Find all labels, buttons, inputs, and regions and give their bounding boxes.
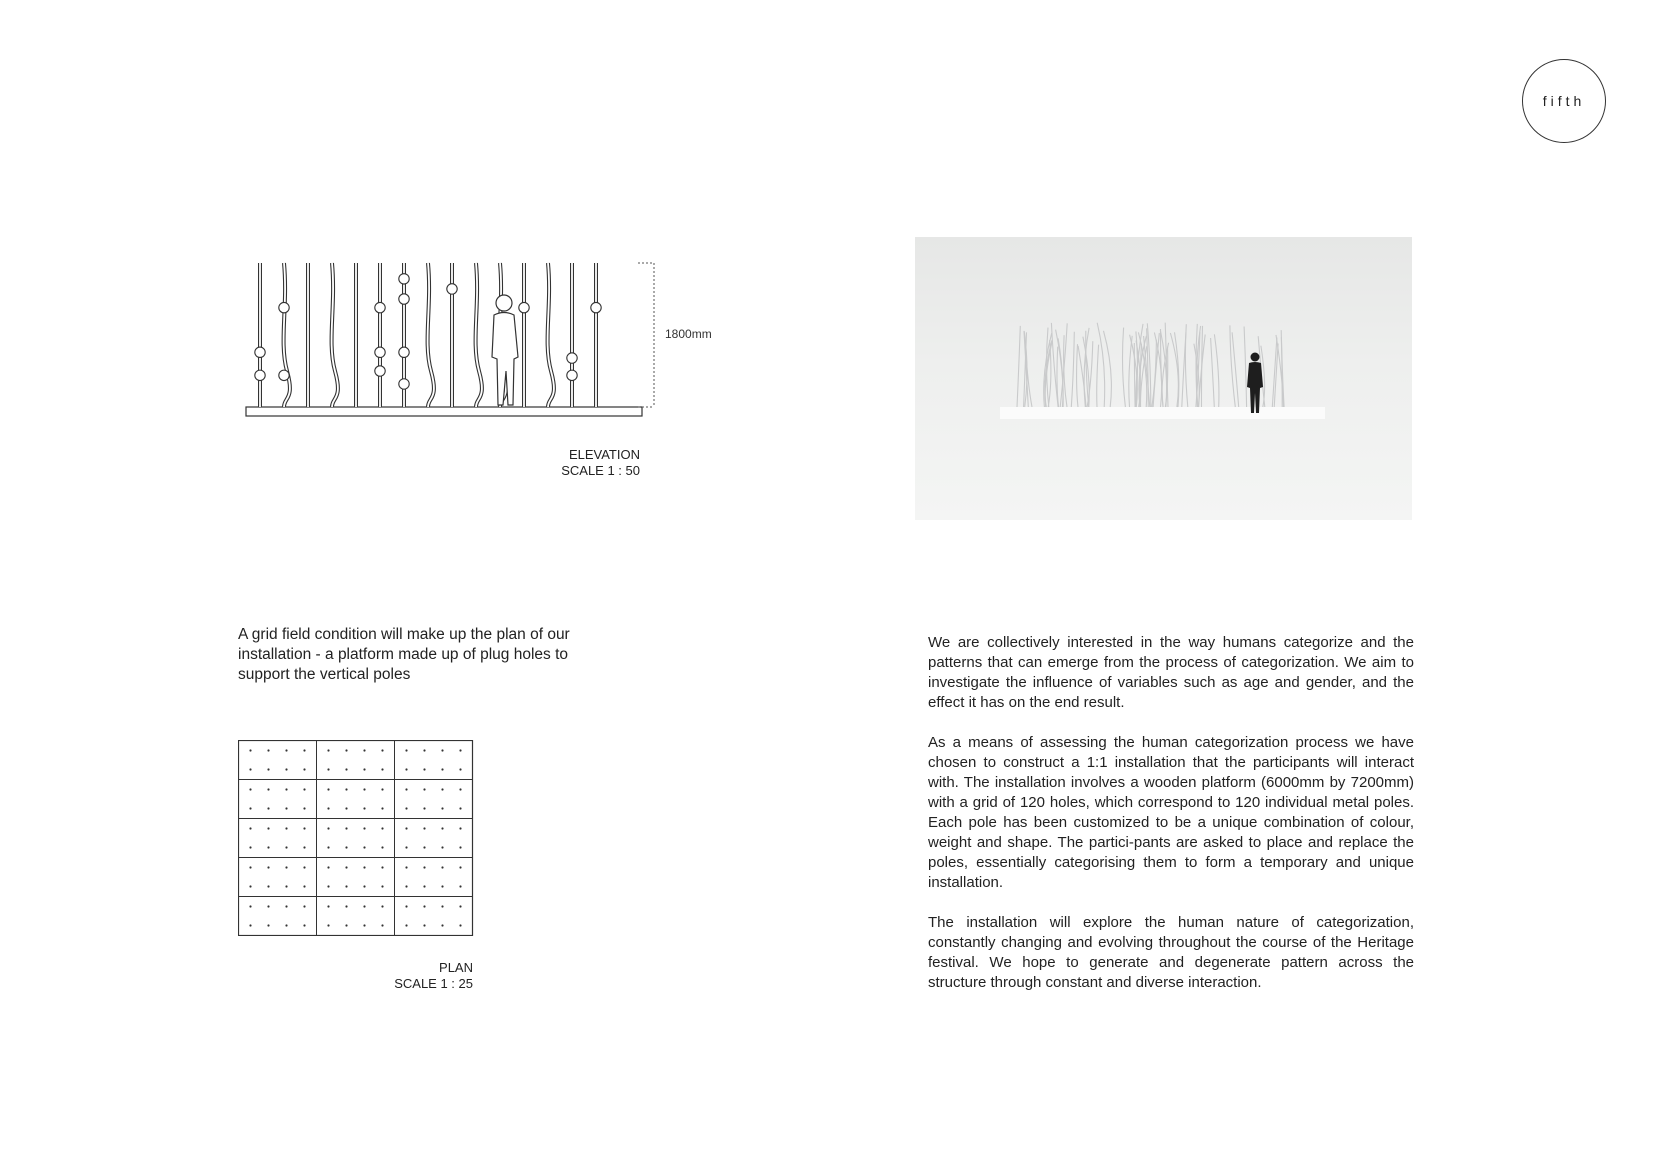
plan-hole [285,866,287,868]
plan-hole [405,924,407,926]
plan-hole [381,846,383,848]
plan-hole [345,788,347,790]
plan-hole [441,905,443,907]
plan-hole [345,885,347,887]
plan-hole [267,749,269,751]
elevation-pole [567,263,577,407]
plan-hole [405,807,407,809]
elevation-pole-knot [375,347,385,357]
elevation-caption [470,447,640,479]
plan-hole [423,827,425,829]
plan-hole [363,924,365,926]
elevation-pole [548,263,554,407]
plan-hole [267,846,269,848]
plan-hole [381,905,383,907]
plan-hole [303,866,305,868]
plan-hole [303,885,305,887]
body-text [928,633,1414,1013]
page-badge-label: fifth [1542,93,1586,109]
model-photo [915,237,1412,520]
plan-hole [405,905,407,907]
plan-hole [249,827,251,829]
plan-hole [285,749,287,751]
elevation-pole-knot [567,353,577,363]
plan-hole [285,827,287,829]
plan-hole [327,749,329,751]
plan-caption-scale: SCALE 1 : 25 [394,976,473,991]
plan-hole [345,807,347,809]
model-pole [1211,338,1215,407]
plan-grid-svg [238,740,474,936]
plan-hole [327,846,329,848]
plan-hole [423,885,425,887]
plan-hole [405,768,407,770]
plan-hole [441,807,443,809]
elevation-caption-scale: SCALE 1 : 50 [561,463,640,478]
plan-hole [345,827,347,829]
plan-hole [327,905,329,907]
plan-hole [303,827,305,829]
plan-hole [267,788,269,790]
plan-hole [363,866,365,868]
plan-hole [423,846,425,848]
plan-hole [285,788,287,790]
plan-hole [459,827,461,829]
plan-hole [345,905,347,907]
plan-hole [249,788,251,790]
plan-hole [267,905,269,907]
plan-hole [441,768,443,770]
model-pole [1071,332,1074,407]
elevation-pole-knot [447,284,457,294]
plan-hole [405,846,407,848]
elevation-pole-knot [399,347,409,357]
plan-hole [459,885,461,887]
model-poles [1017,323,1284,407]
model-pole [1097,345,1099,407]
model-pole [1185,324,1187,407]
model-pole [1097,323,1104,407]
elevation-pole [428,263,434,407]
model-pole [1232,332,1239,407]
plan-hole [363,846,365,848]
plan-hole [381,827,383,829]
plan-hole [381,788,383,790]
elevation-pole-knot [399,294,409,304]
model-photo-art [915,237,1412,520]
plan-hole [459,924,461,926]
elevation-pole-knot [399,274,409,284]
elevation-platform [246,407,642,416]
plan-hole [459,846,461,848]
plan-hole [267,768,269,770]
plan-hole [249,768,251,770]
plan-hole [327,807,329,809]
plan-caption [330,960,473,992]
plan-hole [405,749,407,751]
plan-hole [327,827,329,829]
plan-hole [303,749,305,751]
plan-hole [363,807,365,809]
plan-hole [249,924,251,926]
plan-hole [405,788,407,790]
plan-hole [381,807,383,809]
plan-hole [303,768,305,770]
elevation-pole [332,263,338,407]
elevation-pole-knot [255,370,265,380]
plan-hole [345,846,347,848]
body-paragraph-1: We are collectively interested in the way humans categorize and the patterns that can emerge from the process of categorization. We aim to investigate the influence of variables such as age and gender, and the effect it has on the end result. [928,634,1414,711]
elevation-pole [375,263,385,407]
plan-hole [441,885,443,887]
model-pole [1077,344,1078,407]
plan-hole [303,846,305,848]
plan-hole [441,846,443,848]
plan-caption-title: PLAN [439,960,473,975]
plan-hole [423,768,425,770]
plan-outline [239,741,473,936]
plan-drawing [238,740,474,936]
elevation-pole-knot [279,302,289,312]
plan-hole [459,749,461,751]
plan-hole [327,788,329,790]
elevation-pole-knot [375,366,385,376]
body-paragraph-2: As a means of assessing the human categorization process we have chosen to construct a 1:1 installation that the participants will interact with. The installation involves a wooden platform (6000mm by 7200mm) with a grid of 120 holes, which correspond to 120 individual metal poles. Each pole has been customized to be a unique combination of colour, weight and shape. The partici-pants are asked to place and replace the poles, essentially categorising them to form a temporary and unique installation. [928,734,1414,891]
plan-hole [423,924,425,926]
plan-hole [363,749,365,751]
plan-hole [405,885,407,887]
plan-hole [423,866,425,868]
plan-hole [285,905,287,907]
plan-hole [327,924,329,926]
plan-hole [267,866,269,868]
elevation-pole [476,263,482,407]
plan-hole [423,749,425,751]
plan-hole [441,924,443,926]
plan-hole [249,846,251,848]
plan-hole [459,866,461,868]
plan-hole [267,924,269,926]
plan-hole [327,866,329,868]
plan-hole [345,924,347,926]
elevation-pole [399,263,409,407]
plan-hole [285,807,287,809]
plan-hole [441,866,443,868]
elevation-dimension-line [638,263,654,407]
intro-text: A grid field condition will make up the plan of our installation - a platform made up of plug holes to support the vertical poles [238,626,570,683]
elevation-pole [591,263,601,407]
model-pole [1214,334,1219,407]
plan-hole [267,827,269,829]
plan-hole [363,788,365,790]
elevation-pole-knot [399,379,409,389]
plan-hole [381,866,383,868]
plan-hole [423,905,425,907]
plan-hole [303,788,305,790]
plan-hole [441,788,443,790]
plan-hole [285,768,287,770]
elevation-pole [255,263,265,407]
plan-hole [381,768,383,770]
elevation-pole-knot [519,302,529,312]
plan-hole [405,866,407,868]
plan-hole [249,807,251,809]
plan-hole [267,885,269,887]
plan-hole [381,924,383,926]
plan-hole [363,885,365,887]
plan-hole [423,788,425,790]
plan-hole [249,749,251,751]
elevation-pole [279,263,290,407]
plan-hole [327,768,329,770]
plan-hole [249,866,251,868]
model-pole [1134,343,1135,407]
model-pole [1129,336,1132,407]
plan-hole [285,846,287,848]
plan-hole [327,885,329,887]
plan-hole [363,827,365,829]
model-pole [1122,328,1125,407]
plan-hole [381,885,383,887]
elevation-dimension-label: 1800mm [665,327,712,341]
elevation-drawing [240,255,670,435]
plan-hole [285,885,287,887]
plan-hole [303,924,305,926]
plan-hole [441,827,443,829]
plan-hole [267,807,269,809]
plan-hole [303,807,305,809]
plan-hole [459,788,461,790]
plan-hole [345,768,347,770]
plan-hole [285,924,287,926]
elevation-pole-knot [591,302,601,312]
plan-hole [441,749,443,751]
elevation-pole-knot [375,302,385,312]
elevation-pole-knot [567,370,577,380]
elevation-pole-knot [279,370,289,380]
plan-hole [303,905,305,907]
plan-hole [459,768,461,770]
model-platform [1000,407,1325,419]
plan-hole [363,768,365,770]
plan-hole [423,807,425,809]
plan-hole [249,905,251,907]
page-badge [1522,59,1606,143]
plan-hole [249,885,251,887]
elevation-pole [519,263,529,407]
plan-hole [345,749,347,751]
plan-hole [363,905,365,907]
elevation-pole-knot [255,347,265,357]
elevation-figure [492,295,518,405]
elevation-caption-title: ELEVATION [568,447,640,462]
model-pole [1244,327,1247,408]
elevation-svg [240,255,670,435]
plan-hole [345,866,347,868]
plan-hole [405,827,407,829]
plan-hole [459,905,461,907]
plan-hole [381,749,383,751]
plan-hole [459,807,461,809]
body-paragraph-3: The installation will explore the human nature of categorization, constantly changing and evolving throughout the course of the Heritage festival. We hope to generate and degenerate pattern across the structure through constant and diverse interaction. [928,914,1414,991]
model-pole [1170,333,1178,407]
elevation-pole [447,263,457,407]
model-pole [1017,326,1020,407]
